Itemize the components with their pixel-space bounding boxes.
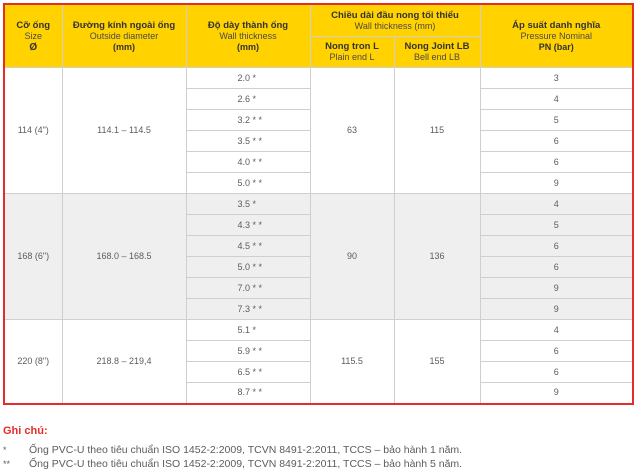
- header-socket-length: [310, 4, 480, 37]
- wall-cell: 7.3 * *: [186, 299, 310, 320]
- pressure-cell: 6: [480, 131, 633, 152]
- pressure-cell: 4: [480, 320, 633, 341]
- header-wall-thickness: [186, 4, 310, 68]
- table-row: [4, 320, 633, 341]
- note-item: [3, 444, 462, 456]
- header-plain-vn: Nong tron L: [325, 41, 379, 52]
- header-diameter-unit: (mm): [113, 41, 135, 52]
- wall-cell: 2.6 *: [186, 89, 310, 110]
- header-diameter-vn: Đường kính ngoài ống: [72, 19, 176, 31]
- size-cell: 114 (4"): [4, 68, 62, 194]
- diameter-cell: 114.1 – 114.5: [62, 68, 186, 194]
- note-text: Ống PVC-U theo tiêu chuẩn ISO 1452-2:2009, TCVN 8491-2:2011, TCCS – bảo hành 5 năm.: [29, 458, 463, 470]
- header-plain-end: [310, 37, 394, 68]
- wall-cell: 2.0 *: [186, 68, 310, 89]
- note-text: Ống PVC-U theo tiêu chuẩn ISO 1452-2:2009, TCVN 8491-2:2011, TCCS – bảo hành 1 năm.: [29, 444, 463, 456]
- pressure-cell: 5: [480, 215, 633, 236]
- header-bell-vn: Nong Joint LB: [404, 41, 470, 52]
- header-pressure: [480, 4, 633, 68]
- header-socket-en: Wall thickness (mm): [354, 20, 436, 31]
- pressure-cell: 9: [480, 383, 633, 404]
- wall-cell: 3.5 *: [186, 194, 310, 215]
- pipe-spec-table: [3, 3, 634, 405]
- bell-end-cell: 115: [394, 68, 480, 194]
- wall-cell: 8.7 * *: [186, 383, 310, 404]
- header-bell-end: [394, 37, 480, 68]
- table-row: [4, 194, 633, 215]
- header-size-symbol: Ø: [29, 41, 38, 53]
- note-item: [3, 458, 462, 470]
- size-cell: 220 (8"): [4, 320, 62, 404]
- bell-end-cell: 155: [394, 320, 480, 404]
- size-cell: 168 (6"): [4, 194, 62, 320]
- header-pressure-en: Pressure Nominal: [520, 30, 593, 41]
- header-pressure-unit: PN (bar): [538, 41, 574, 52]
- wall-cell: 5.0 * *: [186, 257, 310, 278]
- header-diameter-en: Outside diameter: [89, 30, 159, 41]
- header-wall-unit: (mm): [237, 41, 259, 52]
- wall-cell: 3.5 * *: [186, 131, 310, 152]
- pressure-cell: 6: [480, 257, 633, 278]
- header-socket-vn: Chiều dài đầu nong tối thiểu: [331, 9, 459, 21]
- header-size-vn: Cỡ ống: [16, 19, 51, 31]
- bell-end-cell: 136: [394, 194, 480, 320]
- wall-cell: 5.0 * *: [186, 173, 310, 194]
- pressure-cell: 9: [480, 299, 633, 320]
- notes-title: Ghi chú:: [3, 425, 48, 437]
- pressure-cell: 6: [480, 362, 633, 383]
- wall-cell: 5.9 * *: [186, 341, 310, 362]
- plain-end-cell: 63: [310, 68, 394, 194]
- wall-cell: 7.0 * *: [186, 278, 310, 299]
- table-row: [4, 68, 633, 89]
- pressure-cell: 3: [480, 68, 633, 89]
- note-marker: **: [3, 459, 11, 469]
- diameter-cell: 218.8 – 219,4: [62, 320, 186, 404]
- table-body: [4, 68, 633, 404]
- wall-cell: 6.5 * *: [186, 362, 310, 383]
- pressure-cell: 6: [480, 341, 633, 362]
- plain-end-cell: 90: [310, 194, 394, 320]
- wall-cell: 5.1 *: [186, 320, 310, 341]
- header-size: [4, 4, 62, 68]
- header-bell-en: Bell end LB: [413, 52, 461, 62]
- pressure-cell: 5: [480, 110, 633, 131]
- wall-cell: 4.0 * *: [186, 152, 310, 173]
- pressure-cell: 6: [480, 152, 633, 173]
- header-size-en: Size: [24, 30, 42, 41]
- diameter-cell: 168.0 – 168.5: [62, 194, 186, 320]
- header-wall-en: Wall thickness: [219, 30, 277, 41]
- pressure-cell: 4: [480, 194, 633, 215]
- header-outside-diameter: [62, 4, 186, 68]
- note-marker: *: [3, 445, 7, 455]
- header-wall-vn: Độ dày thành ống: [207, 19, 289, 31]
- wall-cell: 3.2 * *: [186, 110, 310, 131]
- wall-cell: 4.3 * *: [186, 215, 310, 236]
- pressure-cell: 4: [480, 89, 633, 110]
- wall-cell: 4.5 * *: [186, 236, 310, 257]
- pressure-cell: 9: [480, 173, 633, 194]
- pressure-cell: 6: [480, 236, 633, 257]
- header-plain-en: Plain end L: [329, 52, 375, 62]
- plain-end-cell: 115.5: [310, 320, 394, 404]
- pressure-cell: 9: [480, 278, 633, 299]
- header-pressure-vn: Áp suất danh nghĩa: [512, 19, 601, 31]
